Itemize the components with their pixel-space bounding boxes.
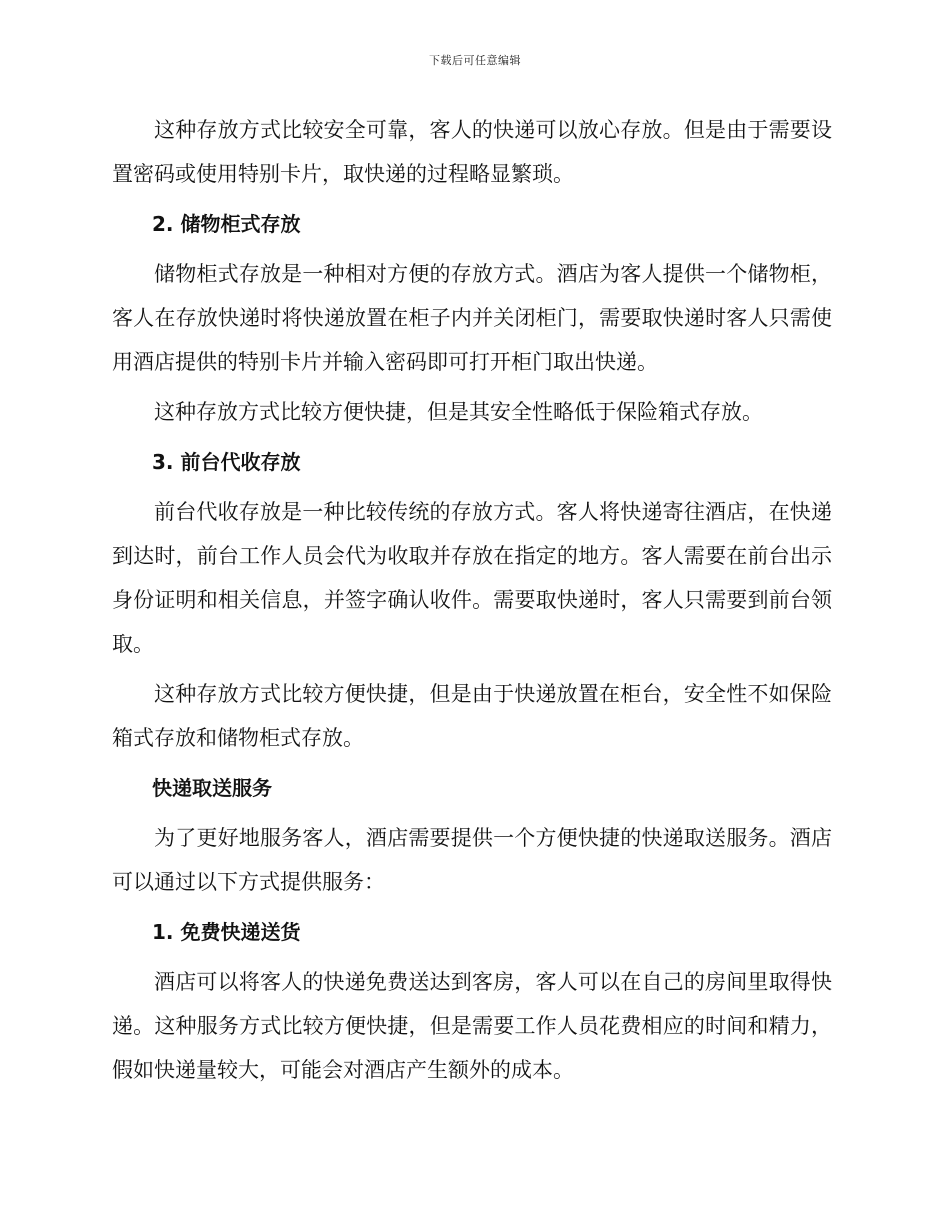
paragraph-front-desk-storage: 前台代收存放是一种比较传统的存放方式。客人将快递寄往酒店，在快递到达时，前台工作人员会代为收取并存放在指定的地方。客人需要在前台出示身份证明和相关信息，并签字确认收件。需要取快递时，客人只需要到前台领取。 [112, 500, 832, 656]
paragraph-locker-note: 这种存放方式比较方便快捷，但是其安全性略低于保险箱式存放。 [154, 400, 763, 424]
paragraph-front-desk-note: 这种存放方式比较方便快捷，但是由于快递放置在柜台，安全性不如保险箱式存放和储物柜式存放。 [112, 682, 832, 750]
heading-delivery-service: 快递取送服务 [152, 776, 272, 800]
heading-free-delivery: 1. 免费快递送货 [152, 920, 301, 944]
document-body [112, 108, 832, 1098]
heading-locker-storage: 2. 储物柜式存放 [152, 212, 301, 236]
page-header: 下载后可任意编辑 [429, 54, 521, 67]
heading-front-desk-storage: 3. 前台代收存放 [152, 450, 301, 474]
paragraph-safe-storage-note: 这种存放方式比较安全可靠，客人的快递可以放心存放。但是由于需要设置密码或使用特别卡片，取快递的过程略显繁琐。 [112, 118, 832, 186]
paragraph-locker-storage: 储物柜式存放是一种相对方便的存放方式。酒店为客人提供一个储物柜，客人在存放快递时将快递放置在柜子内并关闭柜门，需要取快递时客人只需使用酒店提供的特别卡片并输入密码即可打开柜门取出快递。 [112, 262, 832, 374]
paragraph-free-delivery: 酒店可以将客人的快递免费送达到客房，客人可以在自己的房间里取得快递。这种服务方式比较方便快捷，但是需要工作人员花费相应的时间和精力，假如快递量较大，可能会对酒店产生额外的成本。 [112, 970, 832, 1082]
paragraph-delivery-service: 为了更好地服务客人，酒店需要提供一个方便快捷的快递取送服务。酒店可以通过以下方式提供服务： [112, 826, 832, 894]
